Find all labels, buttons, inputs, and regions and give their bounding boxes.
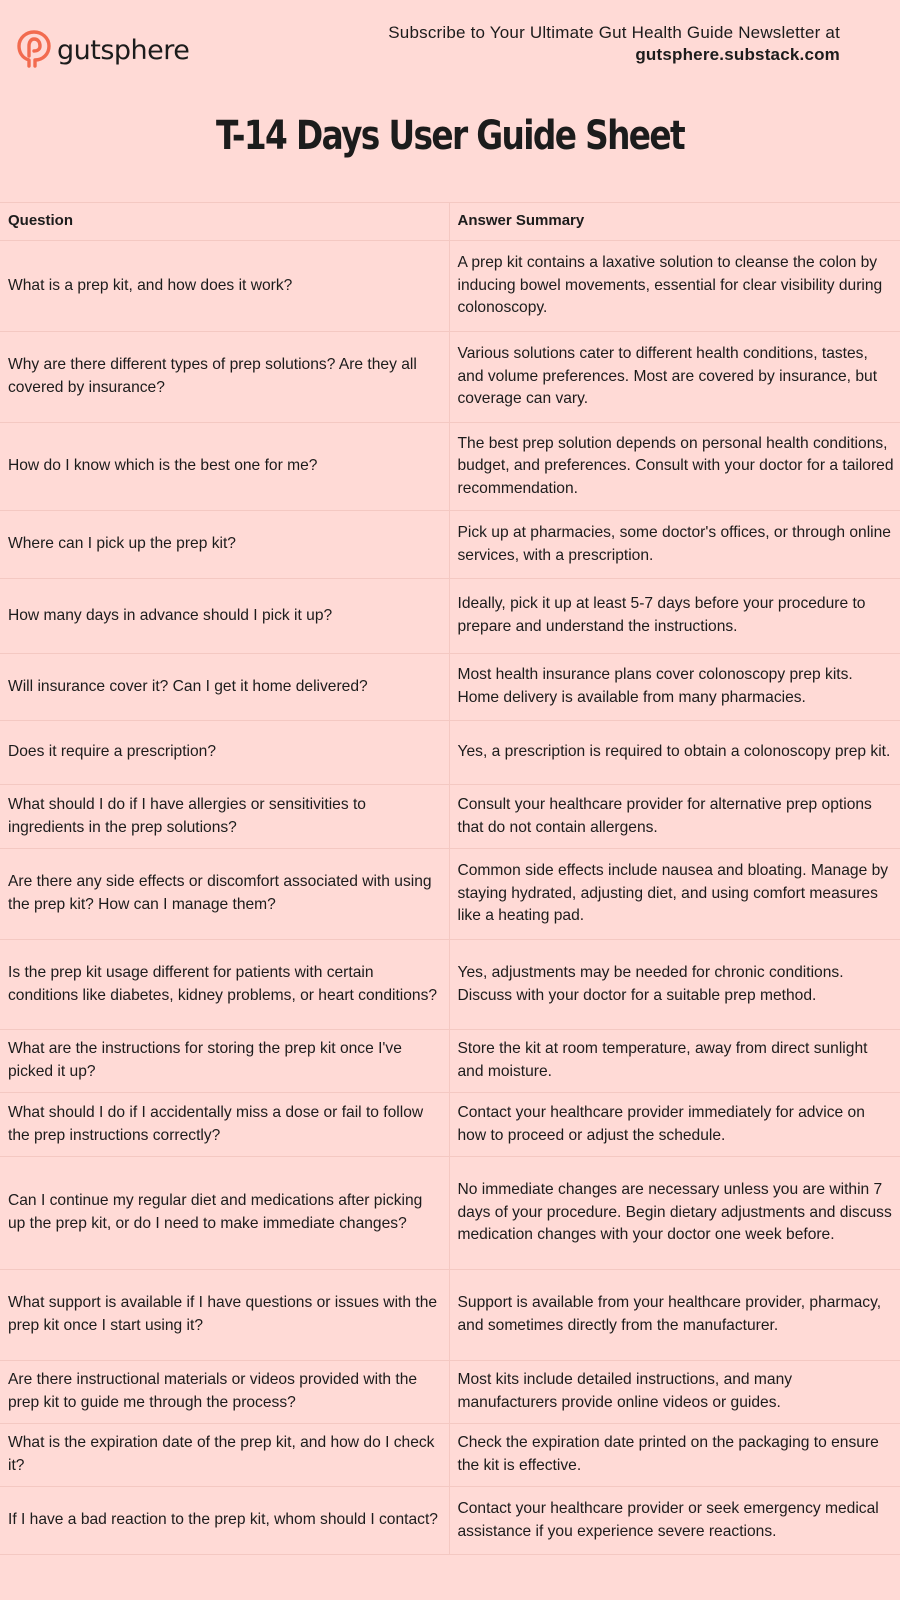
answer-cell: Store the kit at room temperature, away from direct sunlight and moisture. [449,1030,900,1093]
answer-cell: Ideally, pick it up at least 5-7 days before your procedure to prepare and understand the instructions. [449,579,900,654]
table-row [0,721,900,785]
gut-logo-icon [17,30,51,70]
question-cell: If I have a bad reaction to the prep kit, whom should I contact? [0,1487,449,1555]
page-title: T-14 Days User Guide Sheet [215,113,685,159]
table-header-row [0,203,900,241]
table-row [0,332,900,423]
table-row [0,241,900,332]
subscribe-link[interactable]: gutsphere.substack.com [635,45,840,64]
question-cell: Will insurance cover it? Can I get it home delivered? [0,654,449,721]
table-row [0,849,900,940]
question-cell: Can I continue my regular diet and medications after picking up the prep kit, or do I need to make immediate changes? [0,1157,449,1270]
question-cell: What support is available if I have questions or issues with the prep kit once I start using it? [0,1270,449,1361]
answer-cell: The best prep solution depends on personal health conditions, budget, and preferences. Consult with your doctor for a tailored recommendation. [449,423,900,511]
question-cell: Are there any side effects or discomfort associated with using the prep kit? How can I manage them? [0,849,449,940]
table-row [0,654,900,721]
question-cell: Why are there different types of prep solutions? Are they all covered by insurance? [0,332,449,423]
brand-logo[interactable] [17,30,189,70]
answer-cell: No immediate changes are necessary unless you are within 7 days of your procedure. Begin dietary adjustments and discuss medication changes with your doctor one week before. [449,1157,900,1270]
question-cell: Are there instructional materials or videos provided with the prep kit to guide me through the process? [0,1361,449,1424]
answer-cell: Pick up at pharmacies, some doctor's offices, or through online services, with a prescription. [449,511,900,579]
answer-cell: A prep kit contains a laxative solution to cleanse the colon by inducing bowel movements, essential for clear visibility during colonoscopy. [449,241,900,332]
answer-cell: Yes, a prescription is required to obtain a colonoscopy prep kit. [449,721,900,785]
table-row [0,1361,900,1424]
answer-cell: Yes, adjustments may be needed for chronic conditions. Discuss with your doctor for a suitable prep method. [449,940,900,1030]
answer-cell: Most kits include detailed instructions, and many manufacturers provide online videos or guides. [449,1361,900,1424]
question-cell: Does it require a prescription? [0,721,449,785]
table-row [0,1424,900,1487]
table-row [0,1030,900,1093]
question-cell: What are the instructions for storing the prep kit once I've picked it up? [0,1030,449,1093]
question-cell: How many days in advance should I pick it up? [0,579,449,654]
answer-cell: Check the expiration date printed on the packaging to ensure the kit is effective. [449,1424,900,1487]
question-cell: How do I know which is the best one for me? [0,423,449,511]
question-cell: Where can I pick up the prep kit? [0,511,449,579]
question-cell: What is the expiration date of the prep kit, and how do I check it? [0,1424,449,1487]
table-row [0,785,900,849]
table-row [0,940,900,1030]
table-row [0,1270,900,1361]
table-row [0,423,900,511]
column-header-answer: Answer Summary [449,203,900,241]
brand-name: gutsphere [57,34,190,66]
page-header [0,0,900,200]
question-cell: What should I do if I have allergies or sensitivities to ingredients in the prep solutions? [0,785,449,849]
answer-cell: Contact your healthcare provider immediately for advice on how to proceed or adjust the schedule. [449,1093,900,1157]
question-cell: What is a prep kit, and how does it work? [0,241,449,332]
table-row [0,1157,900,1270]
answer-cell: Support is available from your healthcare provider, pharmacy, and sometimes directly from the manufacturer. [449,1270,900,1361]
question-cell: What should I do if I accidentally miss a dose or fail to follow the prep instructions correctly? [0,1093,449,1157]
answer-cell: Various solutions cater to different health conditions, tastes, and volume preferences. Most are covered by insurance, but coverage can vary. [449,332,900,423]
table-row [0,1487,900,1555]
subscribe-banner [388,22,840,66]
subscribe-text: Subscribe to Your Ultimate Gut Health Guide Newsletter at [388,23,840,42]
table-row [0,511,900,579]
question-cell: Is the prep kit usage different for patients with certain conditions like diabetes, kidney problems, or heart conditions? [0,940,449,1030]
faq-table [0,202,900,1555]
answer-cell: Most health insurance plans cover colonoscopy prep kits. Home delivery is available from many pharmacies. [449,654,900,721]
table-row [0,1093,900,1157]
table-row [0,579,900,654]
column-header-question: Question [0,203,449,241]
answer-cell: Contact your healthcare provider or seek emergency medical assistance if you experience severe reactions. [449,1487,900,1555]
answer-cell: Consult your healthcare provider for alternative prep options that do not contain allergens. [449,785,900,849]
answer-cell: Common side effects include nausea and bloating. Manage by staying hydrated, adjusting diet, and using comfort measures like a heating pad. [449,849,900,940]
